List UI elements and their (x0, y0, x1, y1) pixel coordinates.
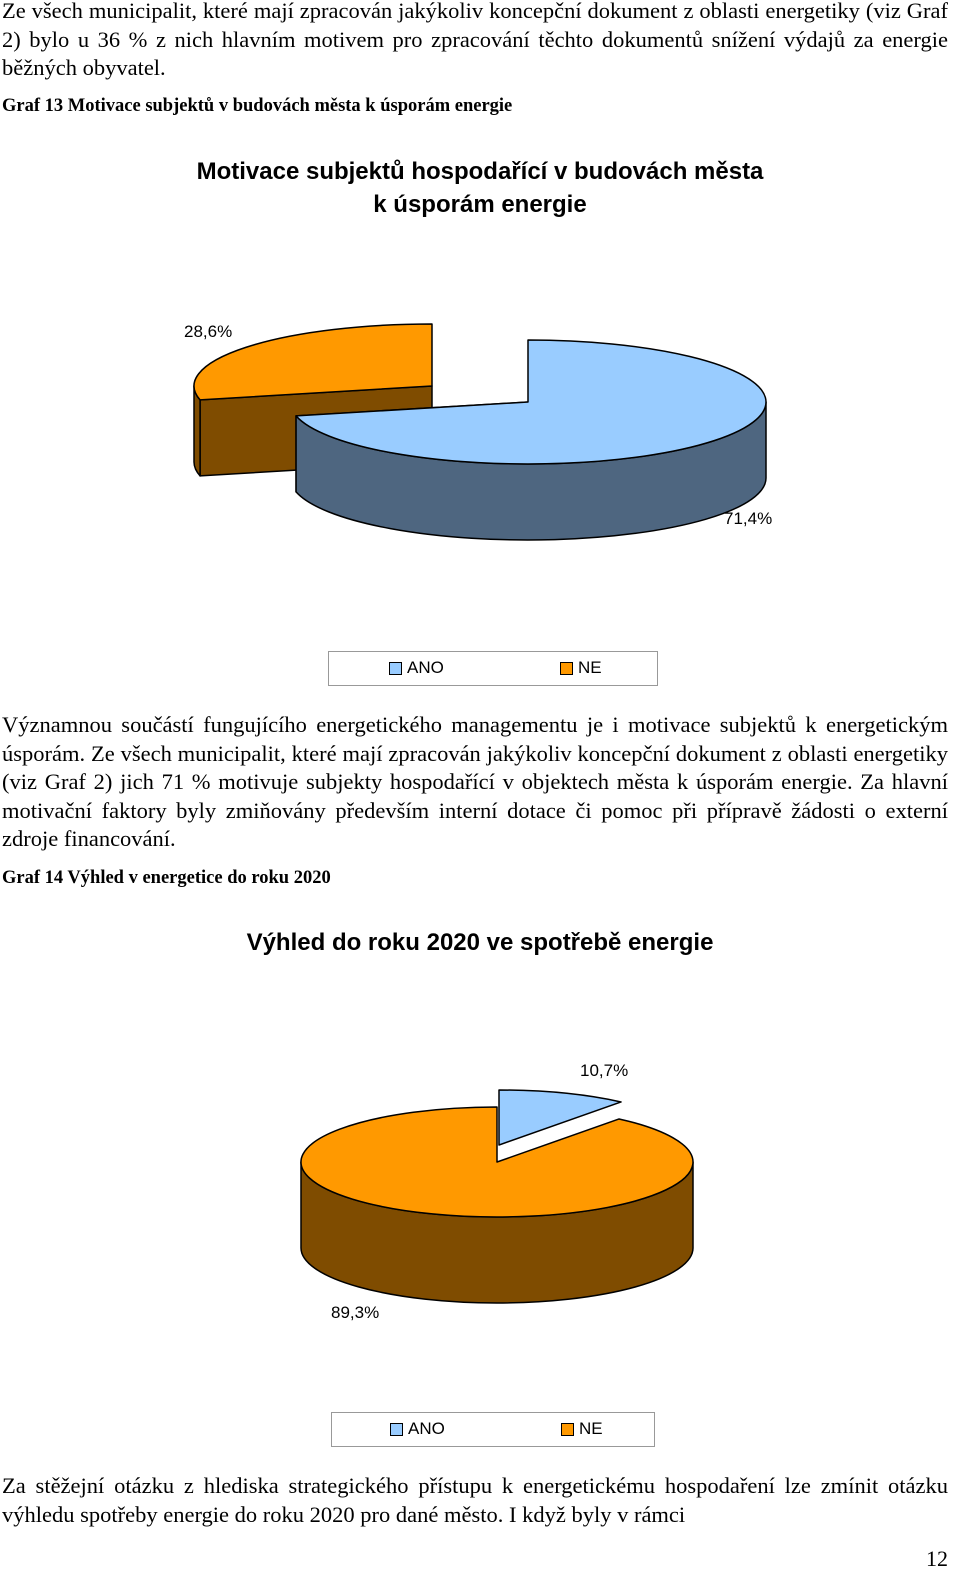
legend-item-ne (561, 1419, 603, 1439)
legend-item-ano (389, 658, 444, 678)
chart-2-plot (0, 1050, 960, 1330)
legend-swatch-ano (390, 1423, 403, 1436)
chart-1-title-line-2: k úsporám energie (373, 191, 587, 218)
chart-1-title (0, 155, 960, 221)
legend-item-ano (390, 1419, 445, 1439)
legend-swatch-ne (560, 662, 573, 675)
legend-label-ano: ANO (408, 1419, 445, 1438)
pie-label-ne: 89,3% (331, 1303, 380, 1322)
paragraph-middle: Významnou součástí fungujícího energetického managementu je i motivace subjektů k energetickým úsporám. Ze všech municipalit, které mají zpracován jakýkoliv koncepční dokument z oblasti energetiky (viz Graf 2) jich 71 % motivuje subjekty hospodařící v objektech města k úsporám energie. Za hlavní motivační faktory byly zmiňovány především interní dotace či pomoc při přípravě žádosti o externí zdroje financování. (2, 712, 948, 852)
pie-label-ne: 28,6% (184, 322, 233, 341)
legend-swatch-ano (389, 662, 402, 675)
chart-1-legend (328, 651, 658, 686)
pie-slice-ne-top (301, 1107, 693, 1217)
pie-slice-ne (301, 1107, 693, 1303)
pie-label-ano: 71,4% (724, 509, 773, 528)
caption-graf-14: Graf 14 Výhled v energetice do roku 2020 (2, 868, 331, 888)
pie-label-ano: 10,7% (580, 1061, 629, 1080)
paragraph-intro: Ze všech municipalit, které mají zpracován jakýkoliv koncepční dokument z oblasti energetiky (viz Graf 2) bylo u 36 % z nich hlavním motivem pro zpracování těchto dokumentů snížení výdajů za energie běžných obyvatel. (2, 0, 948, 81)
chart-2-title (0, 926, 960, 959)
legend-label-ne: NE (578, 658, 602, 677)
chart-2-title-line-1: Výhled do roku 2020 ve spotřebě energie (246, 929, 714, 956)
legend-label-ne: NE (579, 1419, 603, 1438)
caption-graf-13: Graf 13 Motivace subjektů v budovách města k úsporám energie (2, 96, 513, 116)
legend-item-ne (560, 658, 602, 678)
legend-label-ano: ANO (407, 658, 444, 677)
chart-1-title-line-1: Motivace subjektů hospodařící v budovách města (196, 158, 764, 185)
paragraph-closing: Za stěžejní otázku z hlediska strategického přístupu k energetickému hospodaření lze zmínit otázku výhledu spotřeby energie do roku 2020 pro dané město. I když byly v rámci (2, 1473, 948, 1527)
chart-2-legend (331, 1412, 655, 1447)
chart-1-plot (0, 300, 960, 550)
legend-swatch-ne (561, 1423, 574, 1436)
page-number: 12 (926, 1546, 948, 1571)
